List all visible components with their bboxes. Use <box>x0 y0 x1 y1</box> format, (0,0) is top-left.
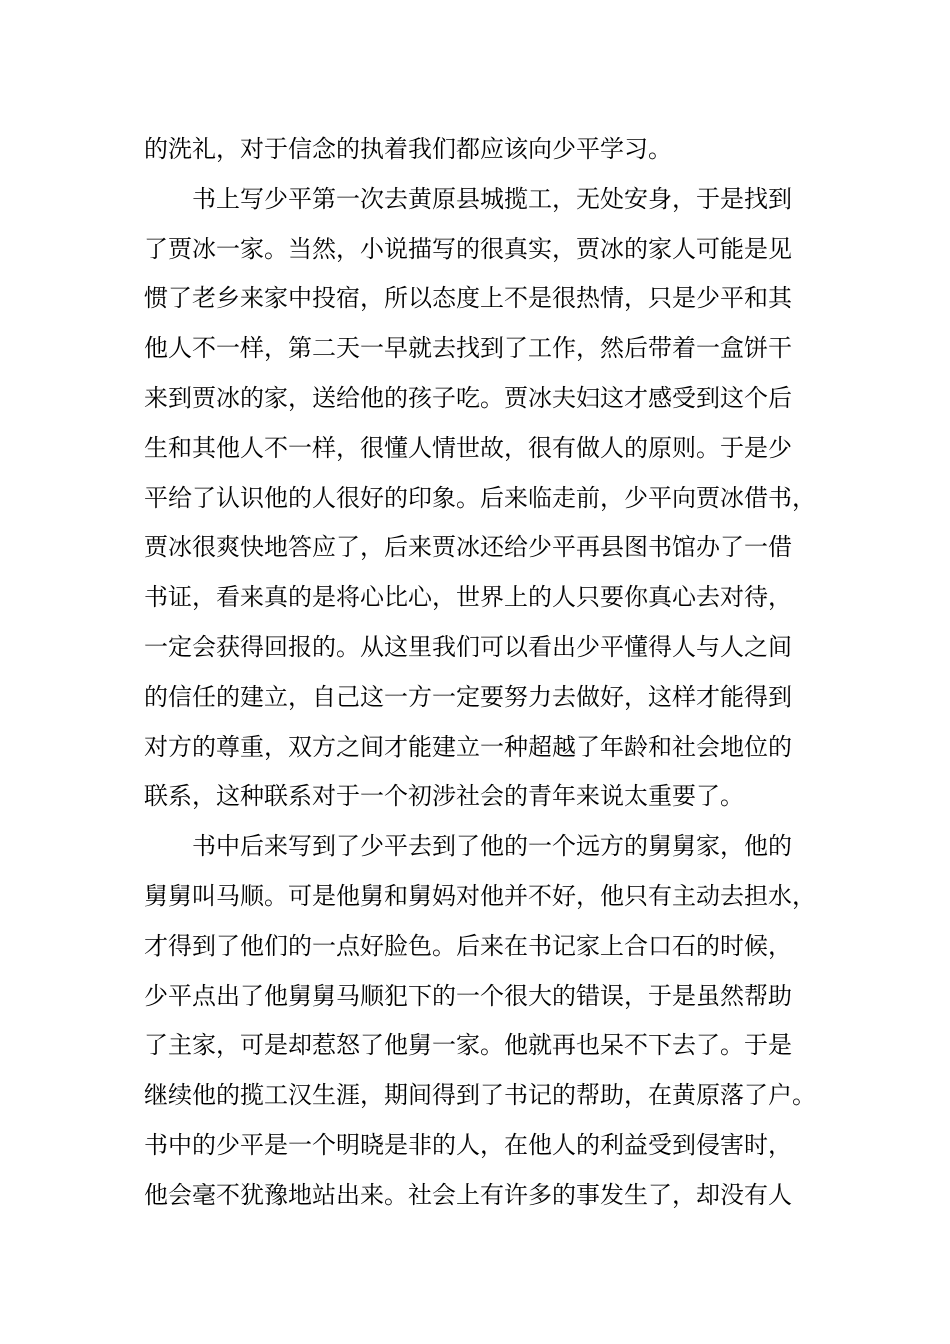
text-line: 他会毫不犹豫地站出来。社会上有许多的事发生了，却没有人 <box>144 1180 792 1209</box>
text-line: 的洗礼，对于信念的执着我们都应该向少平学习。 <box>144 135 672 163</box>
body-text <box>144 125 814 1221</box>
text-line: 书中的少平是一个明晓是非的人，在他人的利益受到侵害时， <box>144 1130 792 1159</box>
text-line: 才得到了他们的一点好脸色。后来在书记家上合口石的时候， <box>144 931 792 960</box>
paragraph-first-line: 书中后来写到了少平去到了他的一个远方的舅舅家，他的 <box>192 832 792 861</box>
text-line: 生和其他人不一样，很懂人情世故，很有做人的原则。于是少 <box>144 433 792 462</box>
text-line: 一定会获得回报的。从这里我们可以看出少平懂得人与人之间 <box>144 632 792 661</box>
text-line: 惯了老乡来家中投宿，所以态度上不是很热情，只是少平和其 <box>144 284 792 313</box>
text-line: 对方的尊重，双方之间才能建立一种超越了年龄和社会地位的 <box>144 732 792 761</box>
text-line: 来到贾冰的家，送给他的孩子吃。贾冰夫妇这才感受到这个后 <box>144 383 792 412</box>
text-line: 继续他的揽工汉生涯，期间得到了书记的帮助，在黄原落了户。 <box>144 1081 816 1110</box>
text-line: 他人不一样，第二天一早就去找到了工作，然后带着一盒饼干 <box>144 334 792 363</box>
text-line: 书证，看来真的是将心比心，世界上的人只要你真心去对待， <box>144 583 792 612</box>
text-line: 少平点出了他舅舅马顺犯下的一个很大的错误，于是虽然帮助 <box>144 981 792 1010</box>
text-line: 联系，这种联系对于一个初涉社会的青年来说太重要了。 <box>144 782 744 811</box>
text-line: 贾冰很爽快地答应了，后来贾冰还给少平再县图书馆办了一借 <box>144 533 792 562</box>
text-line: 舅舅叫马顺。可是他舅和舅妈对他并不好，他只有主动去担水， <box>144 881 816 910</box>
text-line: 了主家，可是却惹怒了他舅一家。他就再也呆不下去了。于是 <box>144 1031 792 1060</box>
text-line: 了贾冰一家。当然，小说描写的很真实，贾冰的家人可能是见 <box>144 234 792 263</box>
text-line: 的信任的建立，自己这一方一定要努力去做好，这样才能得到 <box>144 682 792 711</box>
text-line: 平给了认识他的人很好的印象。后来临走前，少平向贾冰借书， <box>144 483 816 512</box>
paragraph-first-line: 书上写少平第一次去黄原县城揽工，无处安身，于是找到 <box>192 184 792 213</box>
